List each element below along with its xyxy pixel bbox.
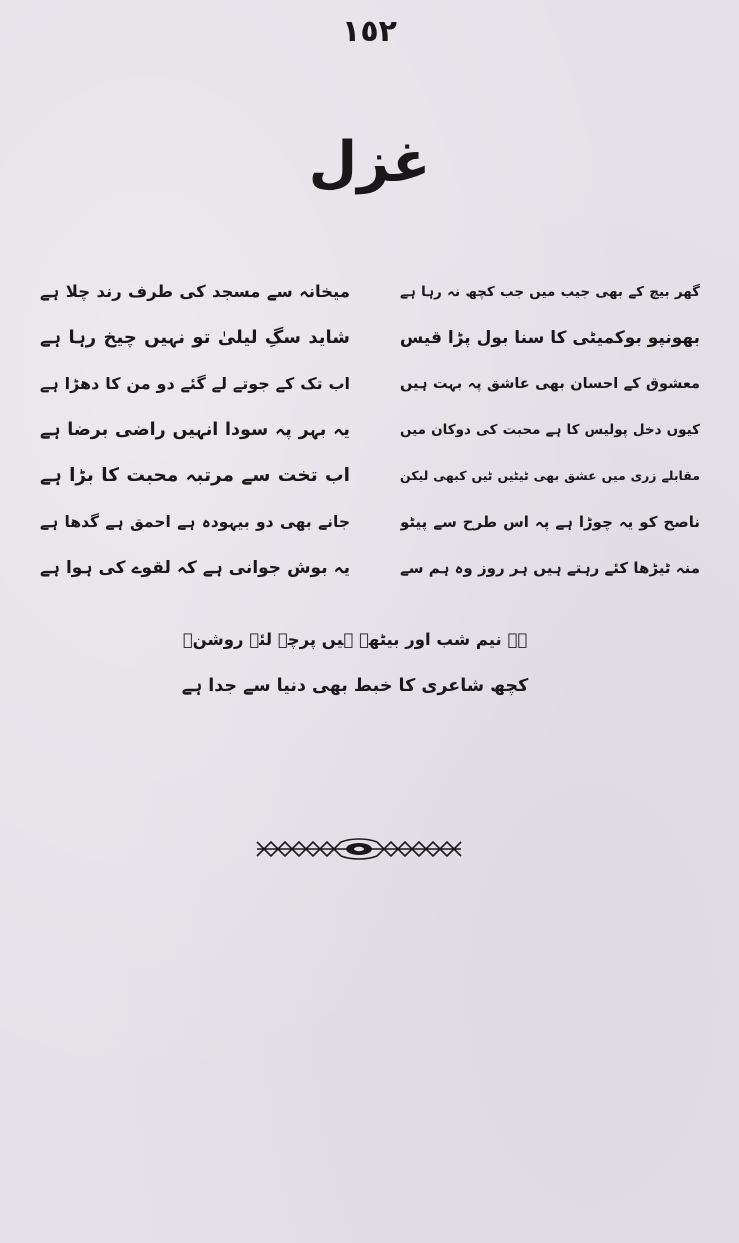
verse-line: بھونپو بوکمیٹی کا سنا بول پڑا قیس	[400, 328, 700, 348]
left-column-verses	[40, 272, 350, 594]
verse-line: یہ بوش جوانی ہے کہ لقوے کی ہوا ہے	[40, 558, 350, 578]
verse-line: منہ ٹیڑھا کئے رہتے ہیں ہر روز وہ ہم سے	[400, 559, 700, 577]
verse-line: مقابلے زری میں عشق بھی ٹیٹیں ٹیں کبھی لیکن	[400, 468, 700, 483]
verse-line: اب تخت سے مرتبہ محبت کا بڑا ہے	[40, 465, 350, 486]
verse-line: یہ بہر پہ سودا انہیں راضی برضا ہے	[40, 420, 350, 440]
closing-couplet	[180, 620, 530, 712]
verse-line: ہے نیم شب اور بیٹھے ہیں پرچہ لئے روشنؔ	[182, 630, 528, 649]
right-column-verses	[400, 272, 700, 594]
verse-line: گھر بیچ کے بھی جیب میں جب کچھ نہ رہا ہے	[400, 284, 700, 300]
page-number: ١٥٢	[342, 14, 397, 49]
poem-title: غزل	[308, 130, 431, 195]
verse-line: میخانہ سے مسجد کی طرف رند چلا ہے	[40, 282, 350, 301]
verse-line: کچھ شاعری کا خبط بھی دنیا سے جدا ہے	[181, 676, 529, 696]
verse-line: معشوق کے احسان بھی عاشق پہ بہت ہیں	[400, 376, 700, 392]
verse-line: اب تک کے جوتے لے گئے دو من کا دھڑا ہے	[40, 374, 350, 393]
verse-line: ناصح کو یہ چوڑا ہے پہ اس طرح سے پیٹو	[400, 513, 700, 531]
verse-line: شاید سگِ لیلیٰ تو نہیں چیخ رہا ہے	[40, 327, 350, 348]
verse-line: جانے بھی دو بیہودہ ہے احمق ہے گدھا ہے	[40, 513, 350, 531]
verse-line: کیوں دخل پولیس کا ہے محبت کی دوکان میں	[400, 422, 700, 438]
ornament-divider	[255, 836, 463, 862]
